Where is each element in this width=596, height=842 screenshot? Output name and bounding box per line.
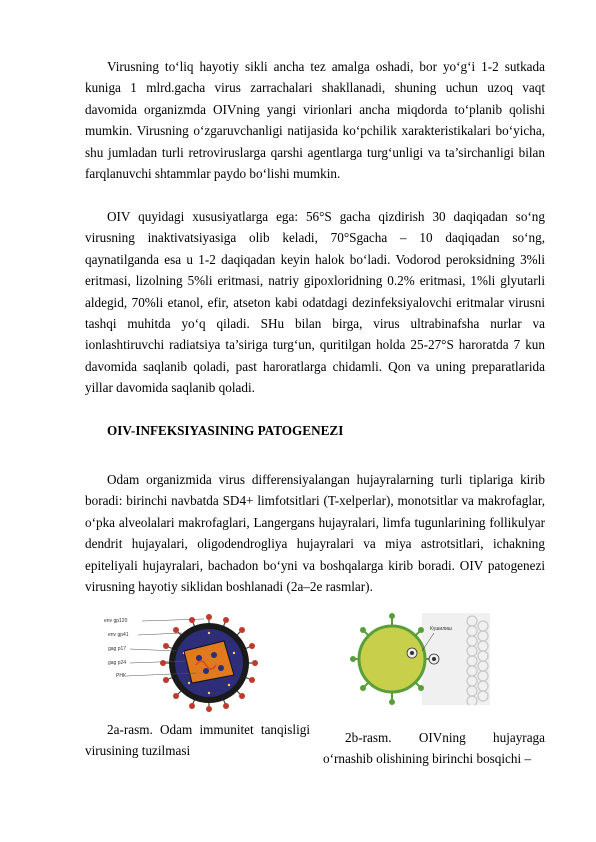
virion-body (359, 626, 425, 692)
paragraph-1: Virusning to‘liq hayotiy sikli ancha tez amalga oshadi, bor yo‘g‘i 1-2 sutkada kuniga 1 mlrd.gacha virus zarrachalari shakllanadi, shuning uchun uzoq vaqt davomida organizmda OIVning yangi virionlari ancha miqdorda to‘planib qolishi mumkin. Virusning o‘zgaruvchanligi natijasida ko‘pchilik xarakteristikalari bo‘yicha, shu jumladan turli retroviruslarga qarshi agentlarga turg‘unligi va ta’sirchanligi bilan farqlanuvchi shtammlar paydo bo‘lishi mumkin. (85, 59, 545, 182)
figure-2a-caption: 2a-rasm. Odam immunitet tanqisligi virusining tuzilmasi (85, 722, 310, 759)
label-fusion: Күшилиш (430, 626, 452, 632)
paragraph-2: OIV quyidagi xususiyatlarga ega: 56°S gacha qizdirish 30 daqiqadan so‘ng virusning inaktivatsiyasiga olib keladi, 70°Sgacha – 10 daqiqadan so‘ng, qaynatilganda esa u 1-2 daqiqadan keyin halok bo‘ladi. Vodorod peroksidning 3%li eritmasi, lizolning 5%li eritmasi, natriy gipoxloridning 0.2% eritmasi, 1%li glyutarli aldegid, 70%li etanol, efir, atseton kabi odatdagi dezinfeksiyalovchi eritmalar virusni tashqi muhitda yo‘q qiladi. SHu bilan birga, virus ultrabinafsha nurlar va ionlashtiruvchi radiatsiya ta’siriga turg‘un, quritilgan holda 25-27°S haroratda 7 kun davomida saqlanib qoladi, past haroratlarga chidamli. Qon va uning preparatlarida yillar davomida saqlanib qoladi. (85, 209, 545, 396)
label-gag-p24: gag p24 (108, 660, 127, 666)
label-gag-p17: gag p17 (108, 646, 127, 652)
label-env-gp120: env gp120 (104, 618, 128, 624)
label-env-gp41: env gp41 (108, 632, 129, 638)
label-rnk: РНК (116, 673, 126, 679)
hiv-entry-figure (350, 613, 490, 705)
figure-2b-caption: 2b-rasm. OIVning hujayraga o‘rnashib olishining birinchi bosqichi – (323, 730, 545, 767)
section-heading: OIV-INFEKSIYASINING PATOGENEZI (107, 423, 344, 438)
hiv-structure-figure (104, 613, 279, 713)
paragraph-3: Odam organizmida virus differensiyalangan hujayralarning turli tiplariga kirib boradi: birinchi navbatda SD4+ limfotsitlari (T-xelperlar), monotsitlar va makrofaglar, o‘pka alveolalari makrofaglari, Langergans hujayralari, limfa tugunlarining follikulyar dendrit hujayalari, oligodendrogliya hujayralari va miya astrotsitlari, ichakning epiteliyali hujayralari, bachadon bo‘yni va boshqalarga kirib boradi. OIV patogenezi virusning hayotiy siklidan boshlanadi (2a–2e rasmlar). (85, 472, 545, 595)
